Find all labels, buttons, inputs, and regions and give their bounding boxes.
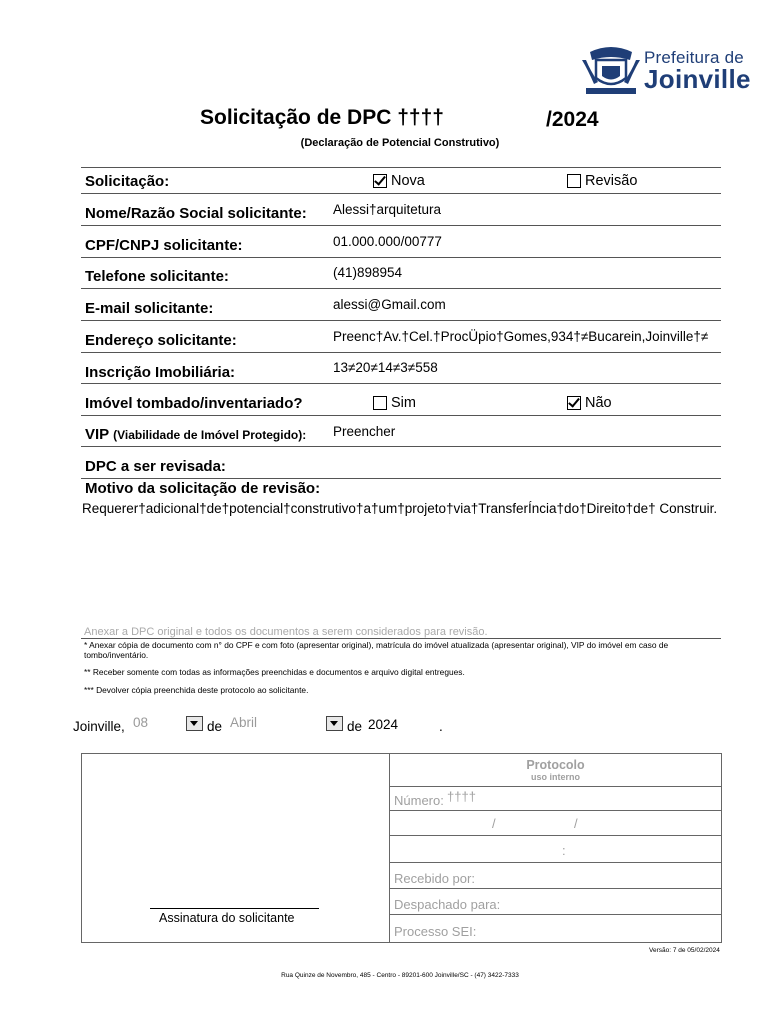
row-divider [81,638,721,639]
version-text: Versão: 7 de 05/02/2024 [649,947,720,954]
month-dropdown-icon[interactable] [326,716,343,731]
protocol-row-divider [390,810,721,811]
vip-sublabel: (Viabilidade de Imóvel Protegido): [113,428,307,442]
logo-text-line2: Joinville [644,64,751,94]
tombado-label: Imóvel tombado/inventariado? [85,395,303,412]
row-divider [81,478,721,479]
telefone-field[interactable]: (41)898954 [333,265,403,280]
date-de-2: de [347,719,363,734]
protocol-row-divider [390,914,721,915]
date-sep-2: / [574,816,578,831]
row-divider [81,320,721,321]
signature-line [150,908,319,909]
nome-label: Nome/Razão Social solicitante: [85,205,307,222]
protocol-subtitle: uso interno [531,772,580,782]
page-title: Solicitação de DPC †††† [200,106,444,129]
coat-of-arms-icon [580,40,642,98]
inscricao-field[interactable]: 13≠20≠14≠3≠558 [333,360,438,375]
vip-field[interactable]: Preencher [333,424,396,439]
recebido-label: Recebido por: [394,871,475,886]
vip-label-group [85,426,306,443]
endereco-field[interactable]: Preenc†Av.†Cel.†ProcÜpio†Gomes,934†≠Bucarein,Joinville†≠ [333,329,709,344]
cpf-label: CPF/CNPJ solicitante: [85,237,243,254]
nova-label: Nova [391,173,425,189]
note-3: *** Devolver cópia preenchida deste protocolo ao solicitante. [84,685,309,695]
note-2: ** Receber somente com todas as informações preenchidas e documentos e arquivo digital entregues. [84,667,465,677]
despachado-label: Despachado para: [394,897,501,912]
endereco-label: Endereço solicitante: [85,332,237,349]
date-year-field[interactable]: 2024 [368,717,399,732]
footer-address: Rua Quinze de Novembro, 485 - Centro - 89201-600 Joinville/SC - (47) 3422-7333 [281,972,519,979]
dpc-revisada-label: DPC a ser revisada: [85,458,226,475]
row-divider [81,193,721,194]
page-subtitle: (Declaração de Potencial Construtivo) [300,137,500,149]
sim-checkbox[interactable] [373,396,387,410]
row-divider [81,288,721,289]
note-1: * Anexar cópia de documento com n° do CPF e com foto (apresentar original), matrícula do imóvel atualizada (apresentar original), VIP do imóvel em caso de tombo/inventário. [84,640,669,660]
option-revisao[interactable] [567,173,637,189]
row-divider [81,257,721,258]
option-sim[interactable] [373,395,416,411]
option-nao[interactable] [567,395,612,411]
revisao-checkbox[interactable] [567,174,581,188]
signature-label: Assinatura do solicitante [159,911,295,925]
protocol-row-divider [390,888,721,889]
row-divider [81,225,721,226]
logo-text-line1: Prefeitura de [644,48,744,67]
cpf-field[interactable]: 01.000.000/00777 [333,234,442,249]
day-dropdown-icon[interactable] [186,716,203,731]
sim-label: Sim [391,395,416,411]
protocol-row-divider [390,862,721,863]
email-field[interactable]: alessi@Gmail.com [333,297,446,312]
email-label: E-mail solicitante: [85,300,214,317]
solicitacao-label: Solicitação: [85,173,170,190]
row-divider [81,383,721,384]
row-divider [81,415,721,416]
protocol-row-divider [390,835,721,836]
row-divider [81,167,721,168]
motivo-label: Motivo da solicitação de revisão: [85,480,321,497]
anexar-hint: Anexar a DPC original e todos os documentos a serem considerados para revisão. [84,626,488,638]
date-sep-1: / [492,816,496,831]
date-city: Joinville, [73,719,125,734]
date-end: . [439,719,443,734]
date-month-field[interactable]: Abril [230,715,258,730]
nome-field[interactable]: Alessi†arquitetura [333,202,442,217]
protocol-row-divider [390,786,721,787]
numero-field[interactable]: †††† [447,789,476,804]
nao-label: Não [585,395,612,411]
date-de-1: de [207,719,223,734]
telefone-label: Telefone solicitante: [85,268,229,285]
row-divider [81,352,721,353]
time-sep: : [562,843,566,858]
revisao-label: Revisão [585,173,638,189]
nova-checkbox[interactable] [373,174,387,188]
processo-label: Processo SEI: [394,924,477,939]
numero-label: Número: [394,793,444,808]
option-nova[interactable] [373,173,425,189]
inscricao-label: Inscrição Imobiliária: [85,364,236,381]
date-day-field[interactable]: 08 [133,715,149,730]
row-divider [81,446,721,447]
protocol-title: Protocolo [526,758,585,772]
vip-label: VIP [85,426,109,443]
nao-checkbox[interactable] [567,396,581,410]
page-title-year: /2024 [546,108,599,131]
motivo-textarea[interactable]: Requerer†adicional†de†potencial†construtivo†a†um†projeto†via†TransferÍncia†do†Direito†de† Construir. [82,501,718,516]
